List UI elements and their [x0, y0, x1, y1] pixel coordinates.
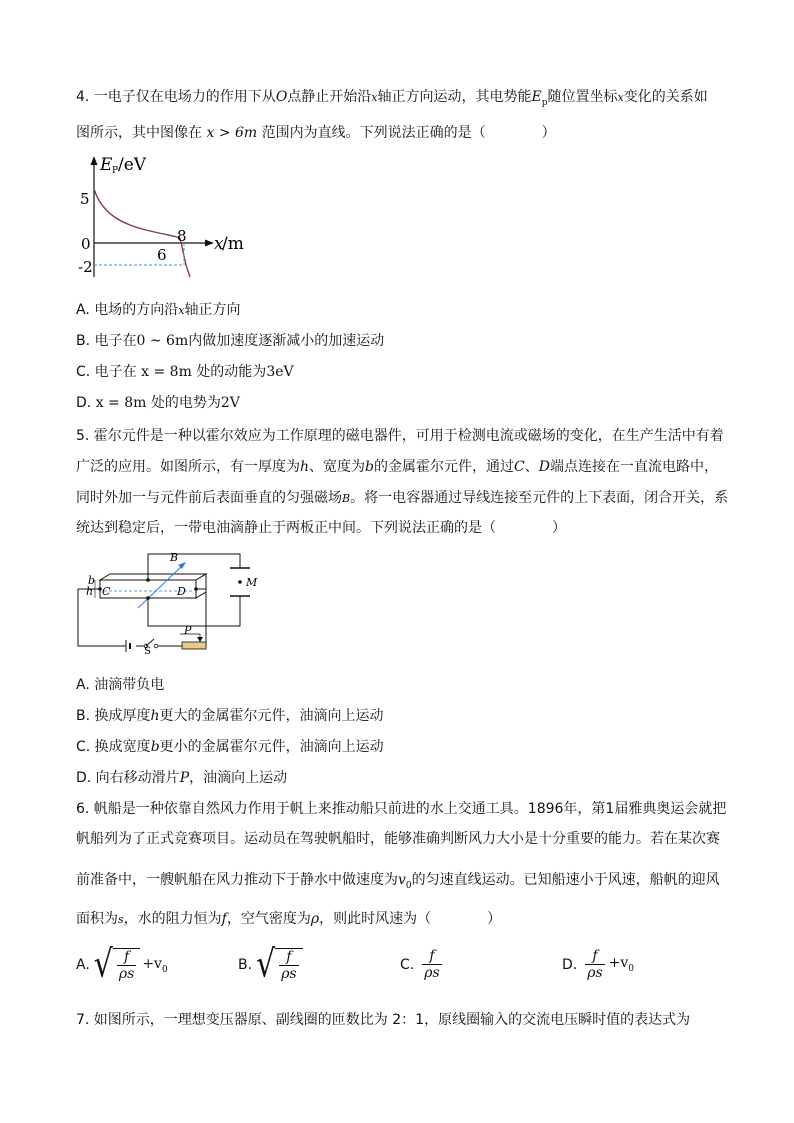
q5-option-c: C. 换成宽度b更小的金属霍尔元件，油滴向上运动 [76, 739, 384, 755]
label-b: b [88, 574, 96, 587]
label-C: C [102, 585, 111, 598]
x-label-unit: /m [222, 234, 244, 254]
q6-option-c: C. $\frac{f}{\rho s}$ [400, 948, 440, 981]
label-M: M [246, 576, 258, 589]
tick-0: 0 [81, 235, 91, 253]
y-label-unit: /eV [118, 155, 147, 175]
q5-option-b: B. 换成厚度h更大的金属霍尔元件，油滴向上运动 [76, 708, 384, 724]
label-B: B [170, 551, 179, 564]
q5-option-a: A. 油滴带负电 [76, 677, 165, 693]
label-S: S [144, 646, 151, 654]
q5-stem-line1: 5. 霍尔元件是一种以霍尔效应为工作原理的磁电器件，可用于检测电流或磁场的变化，在生产生活中有着 [76, 428, 724, 444]
q5-option-d: D. 向右移动滑片P，油滴向上运动 [76, 770, 288, 786]
x-axis-arrow [205, 240, 214, 247]
switch-blade [146, 639, 154, 646]
y-label-E: E [100, 155, 113, 175]
y-axis-arrow [91, 156, 98, 165]
q6-option-b: B. √ $\frac{f}{\rho s}$ [238, 948, 303, 982]
ep-curve [94, 189, 190, 277]
q4-option-a: A. 电场的方向沿x轴正方向 [76, 302, 241, 318]
q7-stem-line1: 7. 如图所示，一理想变压器原、副线圈的匝数比为 2：1，原线圈输入的交流电压瞬时值的表达式为 [76, 1012, 691, 1028]
sqrt-expression: √ $\frac{f}{\rho s}$ [256, 948, 303, 982]
q6-stem-line4: 面积为s，水的阻力恒为f，空气密度为ρ，则此时风速为（ ） [76, 911, 502, 927]
q4-option-b: B. 电子在0 ~ 6m内做加速度逐渐减小的加速运动 [76, 333, 385, 349]
label-P: P [184, 624, 192, 637]
tick-8: 8 [177, 227, 187, 245]
q6-stem-line3: 前准备中，一艘帆船在风力推动下于静水中做速度为$v_0$的匀速直线运动。已知船速小于风速，船帆的迎风 [76, 872, 720, 891]
tick-minus2: -2 [78, 258, 93, 276]
hall-element-top [100, 574, 206, 580]
tick-5: 5 [80, 190, 90, 208]
rheostat [182, 642, 206, 649]
label-h: h [86, 585, 94, 598]
q4-option-c: C. 电子在 x = 8m 处的动能为3eV [76, 364, 294, 380]
wire-cap-bottom [148, 596, 240, 626]
label-D: D [177, 585, 186, 598]
q6-option-d: D. $\frac{f}{\rho s}$ $+v_0$ [562, 948, 635, 981]
q4-option-d: D. x = 8m 处的电势为2V [76, 395, 240, 411]
y-label-sub: P [112, 166, 119, 176]
q5-stem-line2: 广泛的应用。如图所示，有一厚度为h、宽度为b的金属霍尔元件，通过C、D端点连接在一直流电路中， [76, 459, 718, 475]
q5-hall-element-circuit [74, 550, 274, 654]
sqrt-expression: √ $\frac{f}{\rho s}$ [94, 948, 141, 982]
oil-drop [238, 580, 242, 584]
q4-potential-energy-graph [74, 152, 274, 286]
q6-stem-line1: 6. 帆船是一种依靠自然风力作用于帆上来推动船只前进的水上交通工具。1896年，第1届雅典奥运会就把 [76, 801, 727, 817]
q5-stem-line3: 同时外加一与元件前后表面垂直的匀强磁场B。将一电容器通过导线连接至元件的上下表面，闭合开关，系 [76, 490, 729, 506]
tick-6: 6 [157, 246, 167, 264]
q6-stem-line2: 帆船列为了正式竞赛项目。运动员在驾驶帆船时，能够准确判断风力大小是十分重要的能力。若在某次赛 [76, 831, 720, 847]
q4-stem-line1: 4. 一电子仅在电场力的作用下从O点静止开始沿x轴正方向运动，其电势能$E_p$随位置坐标x变化的关系如 [76, 89, 708, 108]
q5-stem-line4: 统达到稳定后，一带电油滴静止于两板正中间。下列说法正确的是（ ） [76, 520, 566, 536]
q6-option-a: A. √ $\frac{f}{\rho s}$ $+v_0$ [76, 942, 168, 987]
q4-stem-line2: 图所示，其中图像在 x > 6m 范围内为直线。下列说法正确的是（ ） [76, 125, 556, 141]
x-label: x [214, 234, 224, 254]
